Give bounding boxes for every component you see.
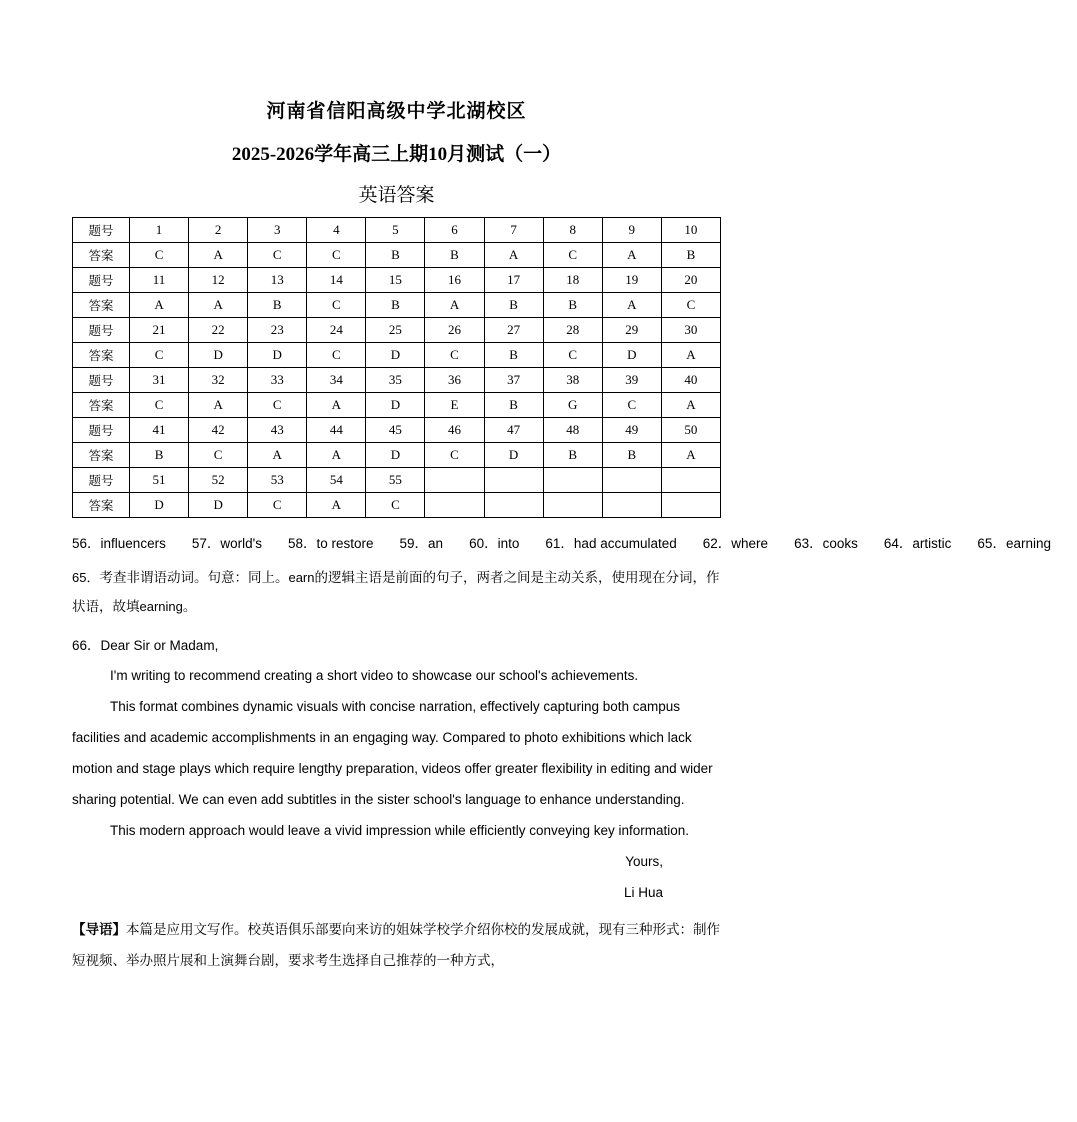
- table-row: [73, 268, 721, 293]
- answer-cell: A: [130, 293, 189, 318]
- answer-cell: B: [543, 443, 602, 468]
- note-text-part2: 的逻辑主语是前面的句子，两者之间是主动关系，使用现在分词，作状语，故填: [72, 570, 720, 614]
- empty-cell: [543, 468, 602, 493]
- question-number: 33: [248, 368, 307, 393]
- question-number: 44: [307, 418, 366, 443]
- question-number: 18: [543, 268, 602, 293]
- answer-cell: C: [543, 343, 602, 368]
- page-title-exam: [72, 139, 721, 166]
- answer-cell: C: [130, 343, 189, 368]
- answer-cell: C: [307, 343, 366, 368]
- question-number: 42: [189, 418, 248, 443]
- question-number: 45: [366, 418, 425, 443]
- exam-term: 学年高三上期: [314, 144, 429, 165]
- answer-cell: A: [602, 243, 661, 268]
- fill-item: [794, 536, 858, 551]
- row-label-question: 题号: [73, 268, 130, 293]
- empty-cell: [484, 493, 543, 518]
- table-row: [73, 218, 721, 243]
- answer-cell: C: [366, 493, 425, 518]
- question-number: 24: [307, 318, 366, 343]
- empty-cell: [425, 493, 484, 518]
- answer-cell: C: [189, 443, 248, 468]
- fill-item-text: into: [497, 536, 520, 551]
- question-number: 35: [366, 368, 425, 393]
- note-text-part1: 考查非谓语动词。句意：同上。: [99, 570, 289, 585]
- fill-item: [72, 536, 166, 551]
- table-row: [73, 343, 721, 368]
- answer-cell: C: [425, 343, 484, 368]
- answer-cell: A: [425, 293, 484, 318]
- answer-cell: A: [484, 243, 543, 268]
- table-row: [73, 318, 721, 343]
- fill-item-text: earning: [1005, 536, 1051, 551]
- fill-item: [469, 536, 519, 551]
- answer-cell: B: [366, 293, 425, 318]
- question-number: 40: [661, 368, 720, 393]
- empty-cell: [543, 493, 602, 518]
- answer-cell: D: [602, 343, 661, 368]
- answer-cell: A: [602, 293, 661, 318]
- fill-item: [288, 536, 374, 551]
- question-number: 43: [248, 418, 307, 443]
- question-number: 16: [425, 268, 484, 293]
- fill-item: [977, 536, 1051, 551]
- answer-cell: C: [425, 443, 484, 468]
- letter-number: 66．: [72, 638, 101, 653]
- fill-item-number: 63．: [794, 536, 823, 551]
- answer-cell: C: [130, 243, 189, 268]
- question-number: 7: [484, 218, 543, 243]
- question-number: 1: [130, 218, 189, 243]
- question-number: 13: [248, 268, 307, 293]
- note-text-part3: 。: [182, 599, 197, 614]
- answer-cell: D: [366, 443, 425, 468]
- answer-cell: A: [248, 443, 307, 468]
- question-number: 9: [602, 218, 661, 243]
- letter-paragraph: This modern approach would leave a vivid impression while efficiently conveying key information.: [110, 823, 690, 838]
- answer-cell: D: [366, 393, 425, 418]
- question-number: 36: [425, 368, 484, 393]
- fill-item-number: 58．: [287, 536, 317, 551]
- guide-text: 本篇是应用文写作。校英语俱乐部要向来访的姐妹学校学介绍你校的发展成就，现有三种形式：制作短视频、举办照片展和上演舞台剧，要求考生选择自己推荐的一种方式，: [72, 922, 720, 968]
- empty-cell: [602, 468, 661, 493]
- question-number: 51: [130, 468, 189, 493]
- question-number: 8: [543, 218, 602, 243]
- row-label-answer: 答案: [73, 343, 130, 368]
- fill-item-text: world's: [220, 536, 262, 551]
- question-number: 25: [366, 318, 425, 343]
- fill-item-number: 56．: [72, 536, 101, 551]
- row-label-question: 题号: [73, 368, 130, 393]
- exam-month: 10: [428, 144, 448, 165]
- fill-item-text: influencers: [100, 536, 166, 551]
- question-number: 32: [189, 368, 248, 393]
- empty-cell: [602, 493, 661, 518]
- fill-item: [884, 536, 952, 551]
- fill-item-text: artistic: [912, 536, 952, 551]
- answer-cell: A: [661, 343, 720, 368]
- answer-cell: B: [543, 293, 602, 318]
- exam-round: 月测试（一）: [447, 144, 562, 165]
- fill-item-text: had accumulated: [573, 536, 677, 551]
- question-number: 48: [543, 418, 602, 443]
- fill-item: [192, 536, 262, 551]
- question-number: 17: [484, 268, 543, 293]
- note-english-2: earning: [139, 599, 183, 614]
- row-label-question: 题号: [73, 418, 130, 443]
- table-row: [73, 393, 721, 418]
- question-number: 14: [307, 268, 366, 293]
- row-label-question: 题号: [73, 468, 130, 493]
- letter-signature-name: Li Hua: [623, 885, 663, 900]
- letter-salutation: Dear Sir or Madam,: [100, 638, 219, 653]
- answer-cell: D: [189, 343, 248, 368]
- fill-item-number: 64．: [883, 536, 913, 551]
- answer-cell: C: [248, 393, 307, 418]
- answer-cell: C: [248, 493, 307, 518]
- question-number: 39: [602, 368, 661, 393]
- question-number: 26: [425, 318, 484, 343]
- table-row: [73, 468, 721, 493]
- answer-cell: D: [248, 343, 307, 368]
- explanation-note: [72, 563, 721, 621]
- answer-cell: A: [189, 393, 248, 418]
- answer-cell: D: [130, 493, 189, 518]
- table-row: [73, 418, 721, 443]
- fill-item-number: 57．: [191, 536, 221, 551]
- row-label-question: 题号: [73, 218, 130, 243]
- answer-cell: A: [661, 393, 720, 418]
- question-number: 55: [366, 468, 425, 493]
- question-number: 10: [661, 218, 720, 243]
- row-label-answer: 答案: [73, 293, 130, 318]
- answer-cell: A: [661, 443, 720, 468]
- question-number: 31: [130, 368, 189, 393]
- fill-item-number: 59．: [399, 536, 429, 551]
- question-number: 15: [366, 268, 425, 293]
- letter-salutation-line: [72, 631, 721, 660]
- fill-item-text: cooks: [822, 536, 858, 551]
- answer-cell: D: [189, 493, 248, 518]
- answer-cell: A: [307, 493, 366, 518]
- answer-cell: B: [130, 443, 189, 468]
- answer-cell: G: [543, 393, 602, 418]
- guide-label: 【导语】: [72, 922, 126, 937]
- question-number: 22: [189, 318, 248, 343]
- question-number: 37: [484, 368, 543, 393]
- letter-paragraph: I'm writing to recommend creating a short video to showcase our school's achievements.: [110, 668, 639, 683]
- answer-key-table: [72, 217, 721, 518]
- table-row: [73, 368, 721, 393]
- question-number: 50: [661, 418, 720, 443]
- fill-item: [400, 536, 444, 551]
- question-number: 47: [484, 418, 543, 443]
- fill-item: [703, 536, 768, 551]
- answer-cell: A: [307, 393, 366, 418]
- question-number: 6: [425, 218, 484, 243]
- answer-cell: C: [307, 293, 366, 318]
- fill-item-number: 61．: [545, 536, 574, 551]
- question-number: 46: [425, 418, 484, 443]
- question-number: 3: [248, 218, 307, 243]
- question-number: 5: [366, 218, 425, 243]
- table-row: [73, 243, 721, 268]
- answer-cell: B: [484, 343, 543, 368]
- empty-cell: [661, 468, 720, 493]
- letter-paragraph: This format combines dynamic visuals with concise narration, effectively capturing both campus facilities and academic accomplishments in an engaging way. Compared to photo exhibitions which lack motion and stage plays which require lengthy preparation, videos offer greater flexibility in editing and wider sharing potential. We can even add subtitles in the sister school's language to enhance understanding.: [72, 699, 713, 807]
- answer-cell: B: [425, 243, 484, 268]
- answer-cell: C: [661, 293, 720, 318]
- question-number: 4: [307, 218, 366, 243]
- question-number: 11: [130, 268, 189, 293]
- answer-cell: C: [130, 393, 189, 418]
- question-number: 53: [248, 468, 307, 493]
- fill-item-number: 62．: [702, 536, 732, 551]
- fill-item: [545, 536, 676, 551]
- fill-item-number: 65．: [977, 536, 1006, 551]
- fill-in-blank-answers: [72, 528, 1051, 559]
- empty-cell: [425, 468, 484, 493]
- note-english-1: earn: [288, 570, 315, 585]
- question-number: 49: [602, 418, 661, 443]
- question-number: 41: [130, 418, 189, 443]
- answer-cell: B: [248, 293, 307, 318]
- row-label-question: 题号: [73, 318, 130, 343]
- question-number: 21: [130, 318, 189, 343]
- table-row: [73, 443, 721, 468]
- question-number: 52: [189, 468, 248, 493]
- fill-item-text: an: [428, 536, 444, 551]
- answer-cell: B: [602, 443, 661, 468]
- question-number: 19: [602, 268, 661, 293]
- letter-body: [72, 660, 721, 846]
- question-number: 34: [307, 368, 366, 393]
- answer-cell: C: [543, 243, 602, 268]
- answer-cell: A: [189, 243, 248, 268]
- empty-cell: [661, 493, 720, 518]
- question-number: 27: [484, 318, 543, 343]
- answer-cell: B: [661, 243, 720, 268]
- table-row: [73, 293, 721, 318]
- answer-cell: D: [366, 343, 425, 368]
- note-number: 65．: [72, 570, 100, 585]
- answer-cell: A: [307, 443, 366, 468]
- answer-cell: B: [484, 293, 543, 318]
- empty-cell: [484, 468, 543, 493]
- fill-item-text: to restore: [316, 536, 374, 551]
- answer-cell: C: [602, 393, 661, 418]
- answer-cell: C: [248, 243, 307, 268]
- row-label-answer: 答案: [73, 443, 130, 468]
- fill-item-number: 60．: [469, 536, 498, 551]
- question-number: 2: [189, 218, 248, 243]
- question-number: 38: [543, 368, 602, 393]
- answer-cell: A: [189, 293, 248, 318]
- row-label-answer: 答案: [73, 393, 130, 418]
- question-number: 29: [602, 318, 661, 343]
- question-number: 54: [307, 468, 366, 493]
- page-title-school: 河南省信阳高级中学北湖校区: [266, 101, 527, 122]
- answer-cell: B: [484, 393, 543, 418]
- question-number: 23: [248, 318, 307, 343]
- answer-cell: C: [307, 243, 366, 268]
- answer-cell: B: [366, 243, 425, 268]
- question-number: 30: [661, 318, 720, 343]
- question-number: 12: [189, 268, 248, 293]
- row-label-answer: 答案: [73, 493, 130, 518]
- page-title-subject: 英语答案: [358, 185, 435, 206]
- question-number: 20: [661, 268, 720, 293]
- guide-paragraph: [72, 914, 721, 976]
- row-label-answer: 答案: [73, 243, 130, 268]
- letter-signature-yours: Yours,: [625, 854, 663, 869]
- exam-years: 2025-2026: [231, 144, 315, 165]
- table-row: [73, 493, 721, 518]
- answer-cell: E: [425, 393, 484, 418]
- fill-item-text: where: [731, 536, 769, 551]
- answer-cell: D: [484, 443, 543, 468]
- question-number: 28: [543, 318, 602, 343]
